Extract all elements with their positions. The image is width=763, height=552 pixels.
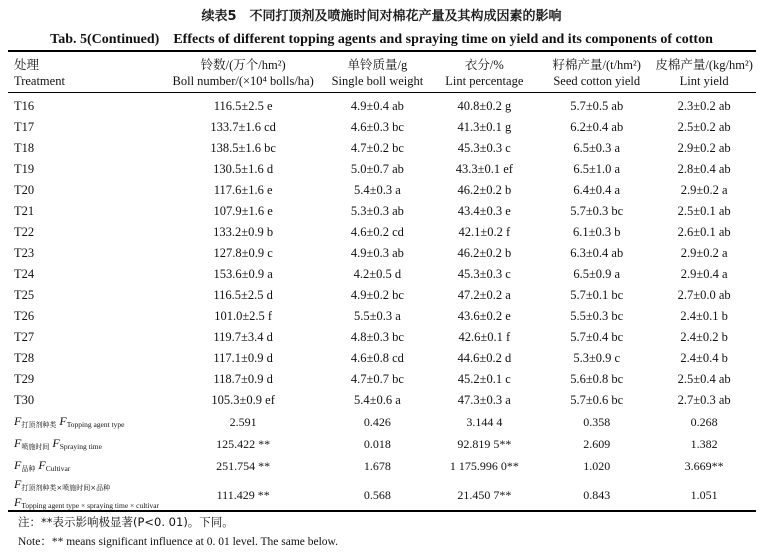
table-cell: T16 (14, 99, 35, 113)
table-cell: T18 (14, 141, 35, 155)
table-cell: 6.4±0.4 a (573, 183, 621, 197)
table-cell: 4.9±0.3 ab (350, 246, 404, 260)
table-cell: 40.8±0.2 g (457, 99, 512, 113)
table-row (8, 369, 756, 390)
table-cell: 2.9±0.4 a (680, 267, 728, 281)
f-test-value: 0.426 (363, 414, 391, 429)
table-cell: 5.5±0.3 bc (570, 309, 624, 323)
table-row (8, 201, 756, 222)
table-cell: T29 (14, 372, 35, 386)
table-cell: 44.6±0.2 d (457, 351, 512, 365)
table-cell: 2.4±0.4 b (680, 351, 728, 365)
f-test-label: $F_{品种}$ FCultivar (14, 458, 71, 473)
footnote-cn: 注：**表示影响极显著(P<0. 01)。下同。 (18, 515, 234, 529)
top-rule (8, 50, 756, 52)
table-cell: T26 (14, 309, 35, 323)
table-cell: 5.7±0.3 bc (570, 204, 624, 218)
table-row (8, 96, 756, 117)
table-cell: 5.7±0.6 bc (570, 393, 624, 407)
table-cell: 2.4±0.1 b (680, 309, 728, 323)
table-cell: T23 (14, 246, 35, 260)
header-cell-lint-yield: 皮棉产量/(kg/hm²) Lint yield (655, 58, 753, 88)
table-cell: 47.2±0.2 a (457, 288, 511, 302)
f-test-value: 21.450 7** (457, 487, 512, 502)
table-row (8, 285, 756, 306)
table-cell: 133.2±0.9 b (213, 225, 274, 239)
f-test-value: 251.754 ** (216, 458, 271, 473)
table-cell: 130.5±1.6 d (213, 162, 274, 176)
table-cell: 5.3±0.9 c (573, 351, 621, 365)
f-test-value: 111.429 ** (216, 487, 270, 502)
table-cell: 133.7±1.6 cd (210, 120, 276, 134)
f-test-row (8, 455, 756, 477)
table-row (8, 117, 756, 138)
header-cell-treatment: 处理 Treatment (14, 58, 65, 88)
table-cell: 6.1±0.3 b (572, 225, 621, 239)
footnote-en: Note：** means significant influence at 0. 01 level. The same below. (18, 536, 338, 548)
table-cell: 43.4±0.3 e (457, 204, 511, 218)
table-row (8, 180, 756, 201)
table-title-cn: 续表5 不同打顶剂及喷施时间对棉花产量及其构成因素的影响 (201, 9, 562, 24)
f-test-row (8, 477, 756, 513)
f-test-value: 2.591 (229, 414, 257, 429)
table-cell: 127.8±0.9 c (213, 246, 273, 260)
f-test-value: 1.020 (583, 458, 611, 473)
f-test-value: 0.568 (363, 487, 391, 502)
table-cell: 4.2±0.5 d (353, 267, 402, 281)
table-cell: 5.7±0.5 ab (570, 99, 624, 113)
yield-table (8, 54, 756, 513)
table-cell: 116.5±2.5 e (213, 99, 273, 113)
f-test-value: 3.669** (684, 458, 724, 473)
table-cell: 117.6±1.6 e (213, 183, 273, 197)
f-test-value: 0.843 (583, 487, 611, 502)
table-cell: 5.6±0.8 bc (570, 372, 624, 386)
table-cell: 2.5±0.2 ab (677, 120, 731, 134)
table-row (8, 243, 756, 264)
table-cell: T24 (14, 267, 35, 281)
table-row (8, 222, 756, 243)
table-cell: 5.7±0.4 bc (570, 330, 624, 344)
table-cell: 2.6±0.1 ab (677, 225, 731, 239)
table-cell: 2.7±0.3 ab (677, 393, 731, 407)
table-cell: 5.7±0.1 bc (570, 288, 624, 302)
table-cell: 45.2±0.1 c (457, 372, 511, 386)
header-cell-seed-cotton-yield: 籽棉产量/(t/hm²) Seed cotton yield (552, 58, 641, 88)
table-cell: 45.3±0.3 c (457, 141, 511, 155)
table-cell: T27 (14, 330, 35, 344)
table-cell: 6.5±1.0 a (573, 162, 621, 176)
f-test-value: 125.422 ** (216, 436, 271, 451)
table-cell: 4.8±0.3 bc (350, 330, 404, 344)
table-title-en: Tab. 5(Continued) Effects of different topping agents and spraying time on yield and its components of cotton (50, 32, 713, 47)
f-test-value: 1.678 (363, 458, 391, 473)
f-test-label: $F_{打顶剂种类\times 喷施时间\times 品种}$ FTopping agent type × spraying time × cultivar (14, 477, 160, 510)
table-cell: 4.6±0.3 bc (350, 120, 404, 134)
f-test-row (8, 433, 756, 455)
table-cell: 5.4±0.6 a (354, 393, 401, 407)
table-cell: 42.6±0.1 f (458, 330, 511, 344)
table-cell: 4.6±0.8 cd (350, 351, 404, 365)
table-row (8, 138, 756, 159)
table-cell: 6.5±0.9 a (573, 267, 621, 281)
table-cell: 2.9±0.2 a (680, 183, 728, 197)
table-cell: 2.4±0.2 b (680, 330, 728, 344)
table-row (8, 348, 756, 369)
table-row (8, 390, 756, 411)
table-cell: 101.0±2.5 f (214, 309, 273, 323)
table-cell: 4.9±0.2 bc (350, 288, 404, 302)
header-row (8, 54, 756, 92)
table-cell: T25 (14, 288, 35, 302)
table-row (8, 306, 756, 327)
table-cell: 2.7±0.0 ab (677, 288, 731, 302)
f-test-label: $F_{喷施时间}$ FSpraying time (14, 436, 102, 451)
table-cell: 4.7±0.7 bc (350, 372, 404, 386)
table-cell: T22 (14, 225, 35, 239)
header-cell-single-boll-weight: 单铃质量/g Single boll weight (331, 58, 424, 88)
table-cell: 47.3±0.3 a (457, 393, 511, 407)
table-cell: 41.3±0.1 g (457, 120, 512, 134)
f-test-value: 92.819 5** (457, 436, 512, 451)
table-cell: 4.7±0.2 bc (350, 141, 404, 155)
f-test-value: 0.268 (690, 414, 718, 429)
header-cell-boll-number: 铃数/(万个/hm²) Boll number/(×10⁴ bolls/ha) (172, 58, 314, 88)
table-cell: 6.2±0.4 ab (570, 120, 624, 134)
table-cell: 2.9±0.2 a (680, 246, 728, 260)
table-cell: 5.0±0.7 ab (350, 162, 404, 176)
table-cell: 2.3±0.2 ab (677, 99, 731, 113)
table-cell: 107.9±1.6 e (213, 204, 273, 218)
f-test-value: 1.051 (690, 487, 718, 502)
header-cell-lint-percentage: 衣分/% Lint percentage (445, 58, 524, 88)
f-test-value: 1.382 (690, 436, 718, 451)
table-row (8, 327, 756, 348)
table-cell: T21 (14, 204, 35, 218)
table-cell: 6.3±0.4 ab (570, 246, 624, 260)
table-cell: 2.9±0.2 ab (677, 141, 731, 155)
table-row (8, 264, 756, 285)
table-cell: 46.2±0.2 b (457, 183, 512, 197)
table-body (8, 92, 756, 513)
table-cell: T30 (14, 393, 35, 407)
table-cell: 5.4±0.3 a (354, 183, 401, 197)
f-test-value: 0.358 (583, 414, 611, 429)
f-test-value: 3.144 4 (466, 414, 503, 429)
table-cell: 43.3±0.1 ef (455, 162, 513, 176)
table-cell: T28 (14, 351, 35, 365)
table-cell: T17 (14, 120, 35, 134)
table-cell: 5.3±0.3 ab (350, 204, 404, 218)
table-cell: 4.9±0.4 ab (350, 99, 404, 113)
table-cell: 117.1±0.9 d (213, 351, 273, 365)
table-cell: 153.6±0.9 a (213, 267, 273, 281)
table-cell: 5.5±0.3 a (354, 309, 401, 323)
table-cell: 42.1±0.2 f (458, 225, 511, 239)
f-test-label: $F_{打顶剂种类}$ FTopping agent type (14, 414, 125, 429)
table-cell: 118.7±0.9 d (213, 372, 273, 386)
f-test-row (8, 411, 756, 433)
table-cell: 45.3±0.3 c (457, 267, 511, 281)
table-cell: 4.6±0.2 cd (350, 225, 404, 239)
table-cell: 116.5±2.5 d (213, 288, 273, 302)
table-cell: 2.8±0.4 ab (677, 162, 731, 176)
table-row (8, 159, 756, 180)
table-cell: 43.6±0.2 e (457, 309, 511, 323)
table-cell: T20 (14, 183, 35, 197)
f-test-value: 2.609 (583, 436, 611, 451)
f-test-value: 1 175.996 0** (449, 458, 519, 473)
table-cell: 2.5±0.4 ab (677, 372, 731, 386)
table-cell: T19 (14, 162, 35, 176)
table-cell: 2.5±0.1 ab (677, 204, 731, 218)
table-cell: 119.7±3.4 d (213, 330, 273, 344)
f-test-value: 0.018 (363, 436, 391, 451)
table-cell: 46.2±0.2 b (457, 246, 512, 260)
table-cell: 105.3±0.9 ef (211, 393, 275, 407)
table-cell: 6.5±0.3 a (573, 141, 621, 155)
table-cell: 138.5±1.6 bc (210, 141, 276, 155)
